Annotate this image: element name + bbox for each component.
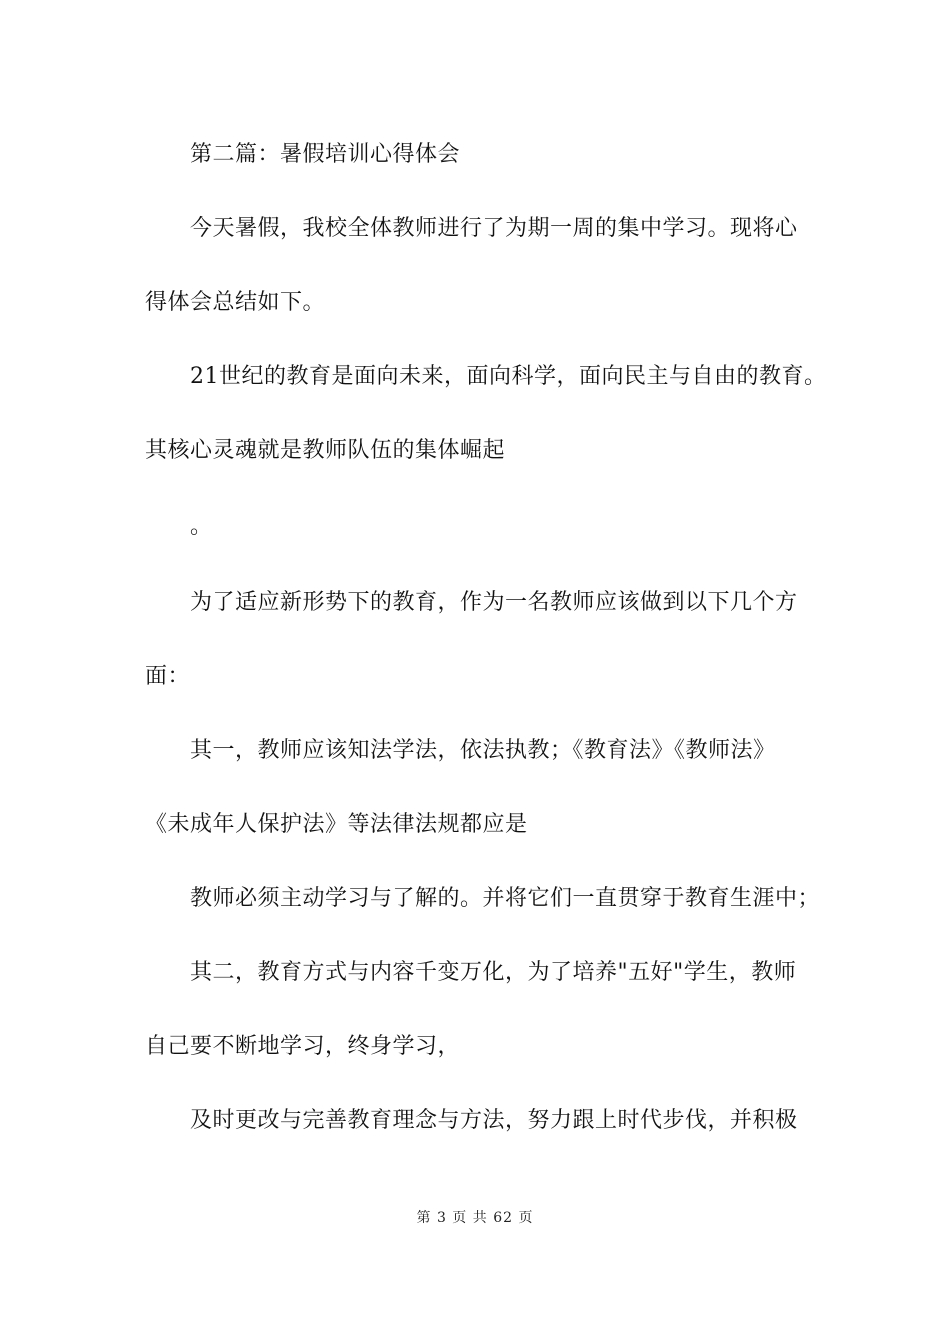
page-number-label: 第 3 页 共 62 页 (416, 1210, 534, 1226)
paragraph-line: 为了适应新形势下的教育，作为一名教师应该做到以下几个方 (190, 590, 798, 615)
paragraph-line: 。 (190, 514, 213, 539)
paragraph-line: 教师必须主动学习与了解的。并将它们一直贯穿于教育生涯中； (190, 886, 821, 911)
section-title: 第二篇：暑假培训心得体会 (190, 142, 461, 167)
paragraph-line: 《未成年人保护法》等法律法规都应是 (145, 812, 528, 837)
paragraph-line: 及时更改与完善教育理念与方法，努力跟上时代步伐，并积极 (190, 1108, 798, 1133)
paragraph-line: 得体会总结如下。 (145, 290, 326, 315)
paragraph-line: 自己要不断地学习，终身学习， (145, 1034, 461, 1059)
paragraph-line: 面： (145, 664, 191, 689)
paragraph-line: 今天暑假，我校全体教师进行了为期一周的集中学习。现将心 (190, 216, 798, 241)
paragraph-line: 其二，教育方式与内容千变万化，为了培养"五好"学生，教师 (190, 960, 797, 985)
paragraph-line: 其核心灵魂就是教师队伍的集体崛起 (145, 438, 506, 463)
paragraph-line: 其一，教师应该知法学法，依法执教；《教育法》《教师法》 (190, 738, 776, 763)
paragraph-line: 21世纪的教育是面向未来，面向科学，面向民主与自由的教育。 (190, 364, 827, 389)
page-footer (0, 1208, 950, 1228)
